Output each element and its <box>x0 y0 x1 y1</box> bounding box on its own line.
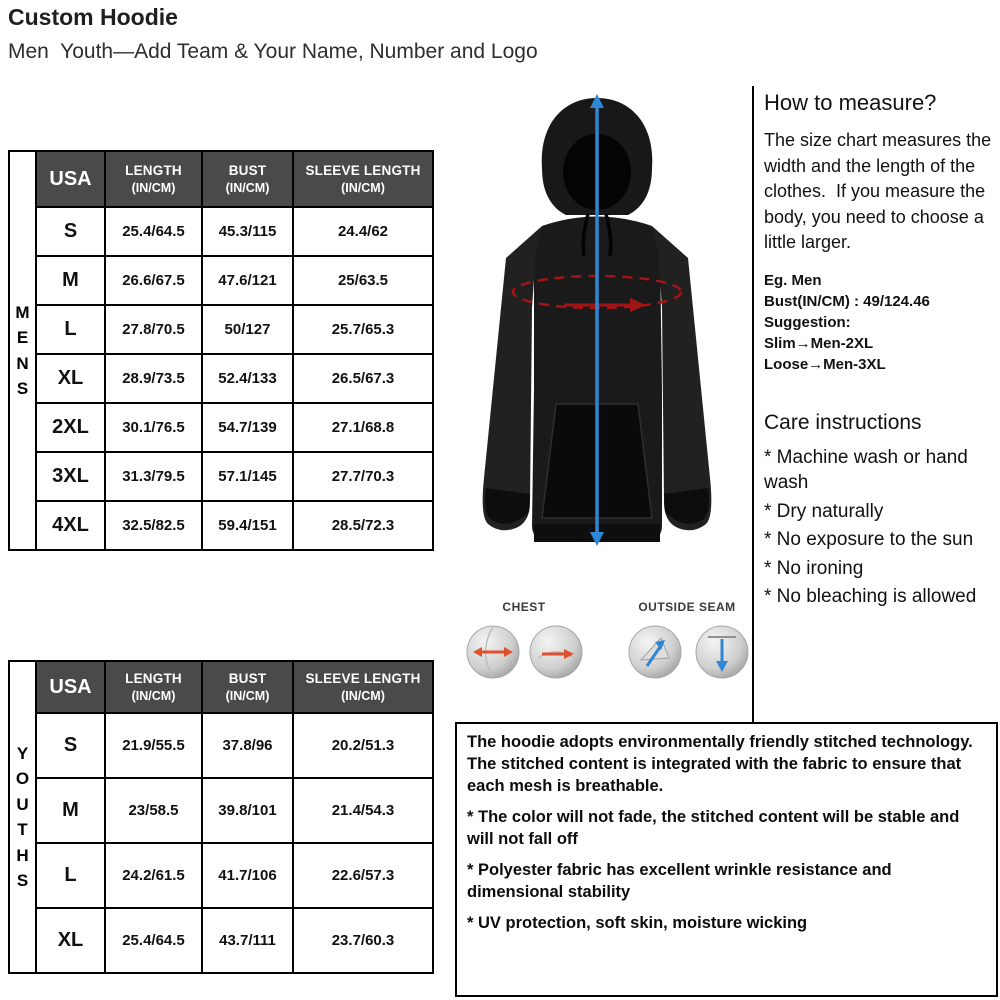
mens-col-header-bust <box>202 151 293 207</box>
size-cell: XL <box>36 354 105 403</box>
mens-col-header-usa: USA <box>36 151 105 207</box>
mens-group-cell <box>9 151 36 550</box>
bust-header-label: BUST <box>228 163 267 178</box>
size-cell: 4XL <box>36 501 105 550</box>
length-value-cell: 24.2/61.5 <box>105 843 202 908</box>
table-row <box>9 403 433 452</box>
length-value-cell: 23/58.5 <box>105 778 202 843</box>
size-cell: 3XL <box>36 452 105 501</box>
size-cell: M <box>36 778 105 843</box>
table-row <box>9 501 433 550</box>
page-header <box>8 4 538 64</box>
bust-header-unit: (IN/CM) <box>225 181 270 195</box>
bust-value-cell: 39.8/101 <box>202 778 293 843</box>
youths-header-row <box>9 661 433 713</box>
hoodie-illustration <box>442 88 752 593</box>
length-header-label: LENGTH <box>125 163 182 178</box>
table-row <box>9 256 433 305</box>
length-value-cell: 30.1/76.5 <box>105 403 202 452</box>
length-value-cell: 21.9/55.5 <box>105 713 202 778</box>
size-cell: 2XL <box>36 403 105 452</box>
length-value-cell: 25.4/64.5 <box>105 207 202 256</box>
size-cell: S <box>36 713 105 778</box>
example-line: Eg. Men <box>764 271 822 289</box>
size-cell: L <box>36 843 105 908</box>
length-header-label: LENGTH <box>125 671 182 686</box>
table-row <box>9 354 433 403</box>
table-row <box>9 207 433 256</box>
length-header-unit: (IN/CM) <box>131 181 176 195</box>
how-to-measure-body: The size chart measures the width and the length of the clothes. If you measure the body, you need to choose a little larger. <box>764 130 997 253</box>
page-subtitle: Men Youth—Add Team & Your Name, Number and Logo <box>8 40 538 63</box>
care-item: * No exposure to the sun <box>764 529 974 551</box>
care-item: * No ironing <box>764 557 864 579</box>
bust-value-cell: 37.8/96 <box>202 713 293 778</box>
sleeve-value-cell: 25.7/65.3 <box>293 305 433 354</box>
sleeve-value-cell: 24.4/62 <box>293 207 433 256</box>
youths-col-header-bust <box>202 661 293 713</box>
example-line: Suggestion: <box>764 313 851 331</box>
sleeve-value-cell: 26.5/67.3 <box>293 354 433 403</box>
sleeve-value-cell: 27.1/68.8 <box>293 403 433 452</box>
table-row <box>9 908 433 973</box>
bust-value-cell: 50/127 <box>202 305 293 354</box>
bust-value-cell: 45.3/115 <box>202 207 293 256</box>
chest-width-measure-icon <box>465 624 521 680</box>
youths-col-header-length <box>105 661 202 713</box>
size-cell: M <box>36 256 105 305</box>
size-cell: L <box>36 305 105 354</box>
table-row <box>9 305 433 354</box>
mens-col-header-sleeve <box>293 151 433 207</box>
bust-value-cell: 59.4/151 <box>202 501 293 550</box>
mens-group-label: MENS <box>15 302 30 398</box>
notes-bullet: * Polyester fabric has excellent wrinkle resistance and dimensional stability <box>467 860 892 901</box>
example-line: Loose→Men-3XL <box>764 355 886 373</box>
bust-value-cell: 47.6/121 <box>202 256 293 305</box>
care-instructions-list <box>764 445 996 610</box>
hoodie-product-image <box>442 88 752 593</box>
bust-value-cell: 54.7/139 <box>202 403 293 452</box>
sleeve-header-unit: (IN/CM) <box>341 181 385 195</box>
bust-value-cell: 52.4/133 <box>202 354 293 403</box>
example-line: Bust(IN/CM) : 49/124.46 <box>764 292 930 310</box>
mens-col-header-length <box>105 151 202 207</box>
sleeve-value-cell: 25/63.5 <box>293 256 433 305</box>
youths-col-header-usa: USA <box>36 661 105 713</box>
length-header-unit: (IN/CM) <box>131 689 176 703</box>
sleeve-header-label: SLEEVE LENGTH <box>305 163 421 178</box>
youths-group-label: YOUTHS <box>15 743 30 890</box>
table-row <box>9 843 433 908</box>
sleeve-header-label: SLEEVE LENGTH <box>305 671 421 686</box>
bust-header-unit: (IN/CM) <box>225 689 270 703</box>
chest-wrap-measure-icon <box>528 624 584 680</box>
sleeve-value-cell: 20.2/51.3 <box>293 713 433 778</box>
youths-col-header-sleeve <box>293 661 433 713</box>
section-divider <box>752 86 754 722</box>
how-to-measure-title: How to measure? <box>764 90 937 115</box>
table-row <box>9 778 433 843</box>
outside-seam-label: OUTSIDE SEAM <box>638 600 736 614</box>
length-value-cell: 28.9/73.5 <box>105 354 202 403</box>
table-row <box>9 452 433 501</box>
sleeve-value-cell: 28.5/72.3 <box>293 501 433 550</box>
bust-value-cell: 57.1/145 <box>202 452 293 501</box>
chest-label: CHEST <box>502 600 546 614</box>
bust-header-label: BUST <box>228 671 267 686</box>
table-row <box>9 713 433 778</box>
size-cell: XL <box>36 908 105 973</box>
product-notes-box <box>455 722 998 997</box>
notes-intro: The hoodie adopts environmentally friendly stitched technology. The stitched content is integrated with the fabric to ensure that each mesh is breathable. <box>467 733 973 795</box>
length-value-cell: 32.5/82.5 <box>105 501 202 550</box>
mens-size-table <box>8 150 434 551</box>
page-title: Custom Hoodie <box>8 4 178 30</box>
outside-seam-fold-icon <box>627 624 683 680</box>
length-value-cell: 31.3/79.5 <box>105 452 202 501</box>
sizing-example <box>764 270 996 375</box>
youths-group-cell <box>9 661 36 973</box>
sleeve-value-cell: 23.7/60.3 <box>293 908 433 973</box>
care-item: * No bleaching is allowed <box>764 586 977 607</box>
length-value-cell: 26.6/67.5 <box>105 256 202 305</box>
care-item: * Dry naturally <box>764 500 884 522</box>
sleeve-header-unit: (IN/CM) <box>341 689 385 703</box>
notes-bullet: * The color will not fade, the stitched content will be stable and will not fall off <box>467 807 960 848</box>
how-to-measure-panel <box>764 90 996 612</box>
mens-header-row <box>9 151 433 207</box>
bust-value-cell: 41.7/106 <box>202 843 293 908</box>
care-instructions-title: Care instructions <box>764 410 922 434</box>
outside-seam-length-icon <box>694 624 750 680</box>
notes-bullet: * UV protection, soft skin, moisture wicking <box>467 913 808 932</box>
sleeve-value-cell: 22.6/57.3 <box>293 843 433 908</box>
length-value-cell: 25.4/64.5 <box>105 908 202 973</box>
size-cell: S <box>36 207 105 256</box>
length-value-cell: 27.8/70.5 <box>105 305 202 354</box>
care-item: * Machine wash or hand wash <box>764 446 968 494</box>
youths-size-table <box>8 660 434 974</box>
bust-value-cell: 43.7/111 <box>202 908 293 973</box>
example-line: Slim→Men-2XL <box>764 334 874 352</box>
sleeve-value-cell: 21.4/54.3 <box>293 778 433 843</box>
sleeve-value-cell: 27.7/70.3 <box>293 452 433 501</box>
